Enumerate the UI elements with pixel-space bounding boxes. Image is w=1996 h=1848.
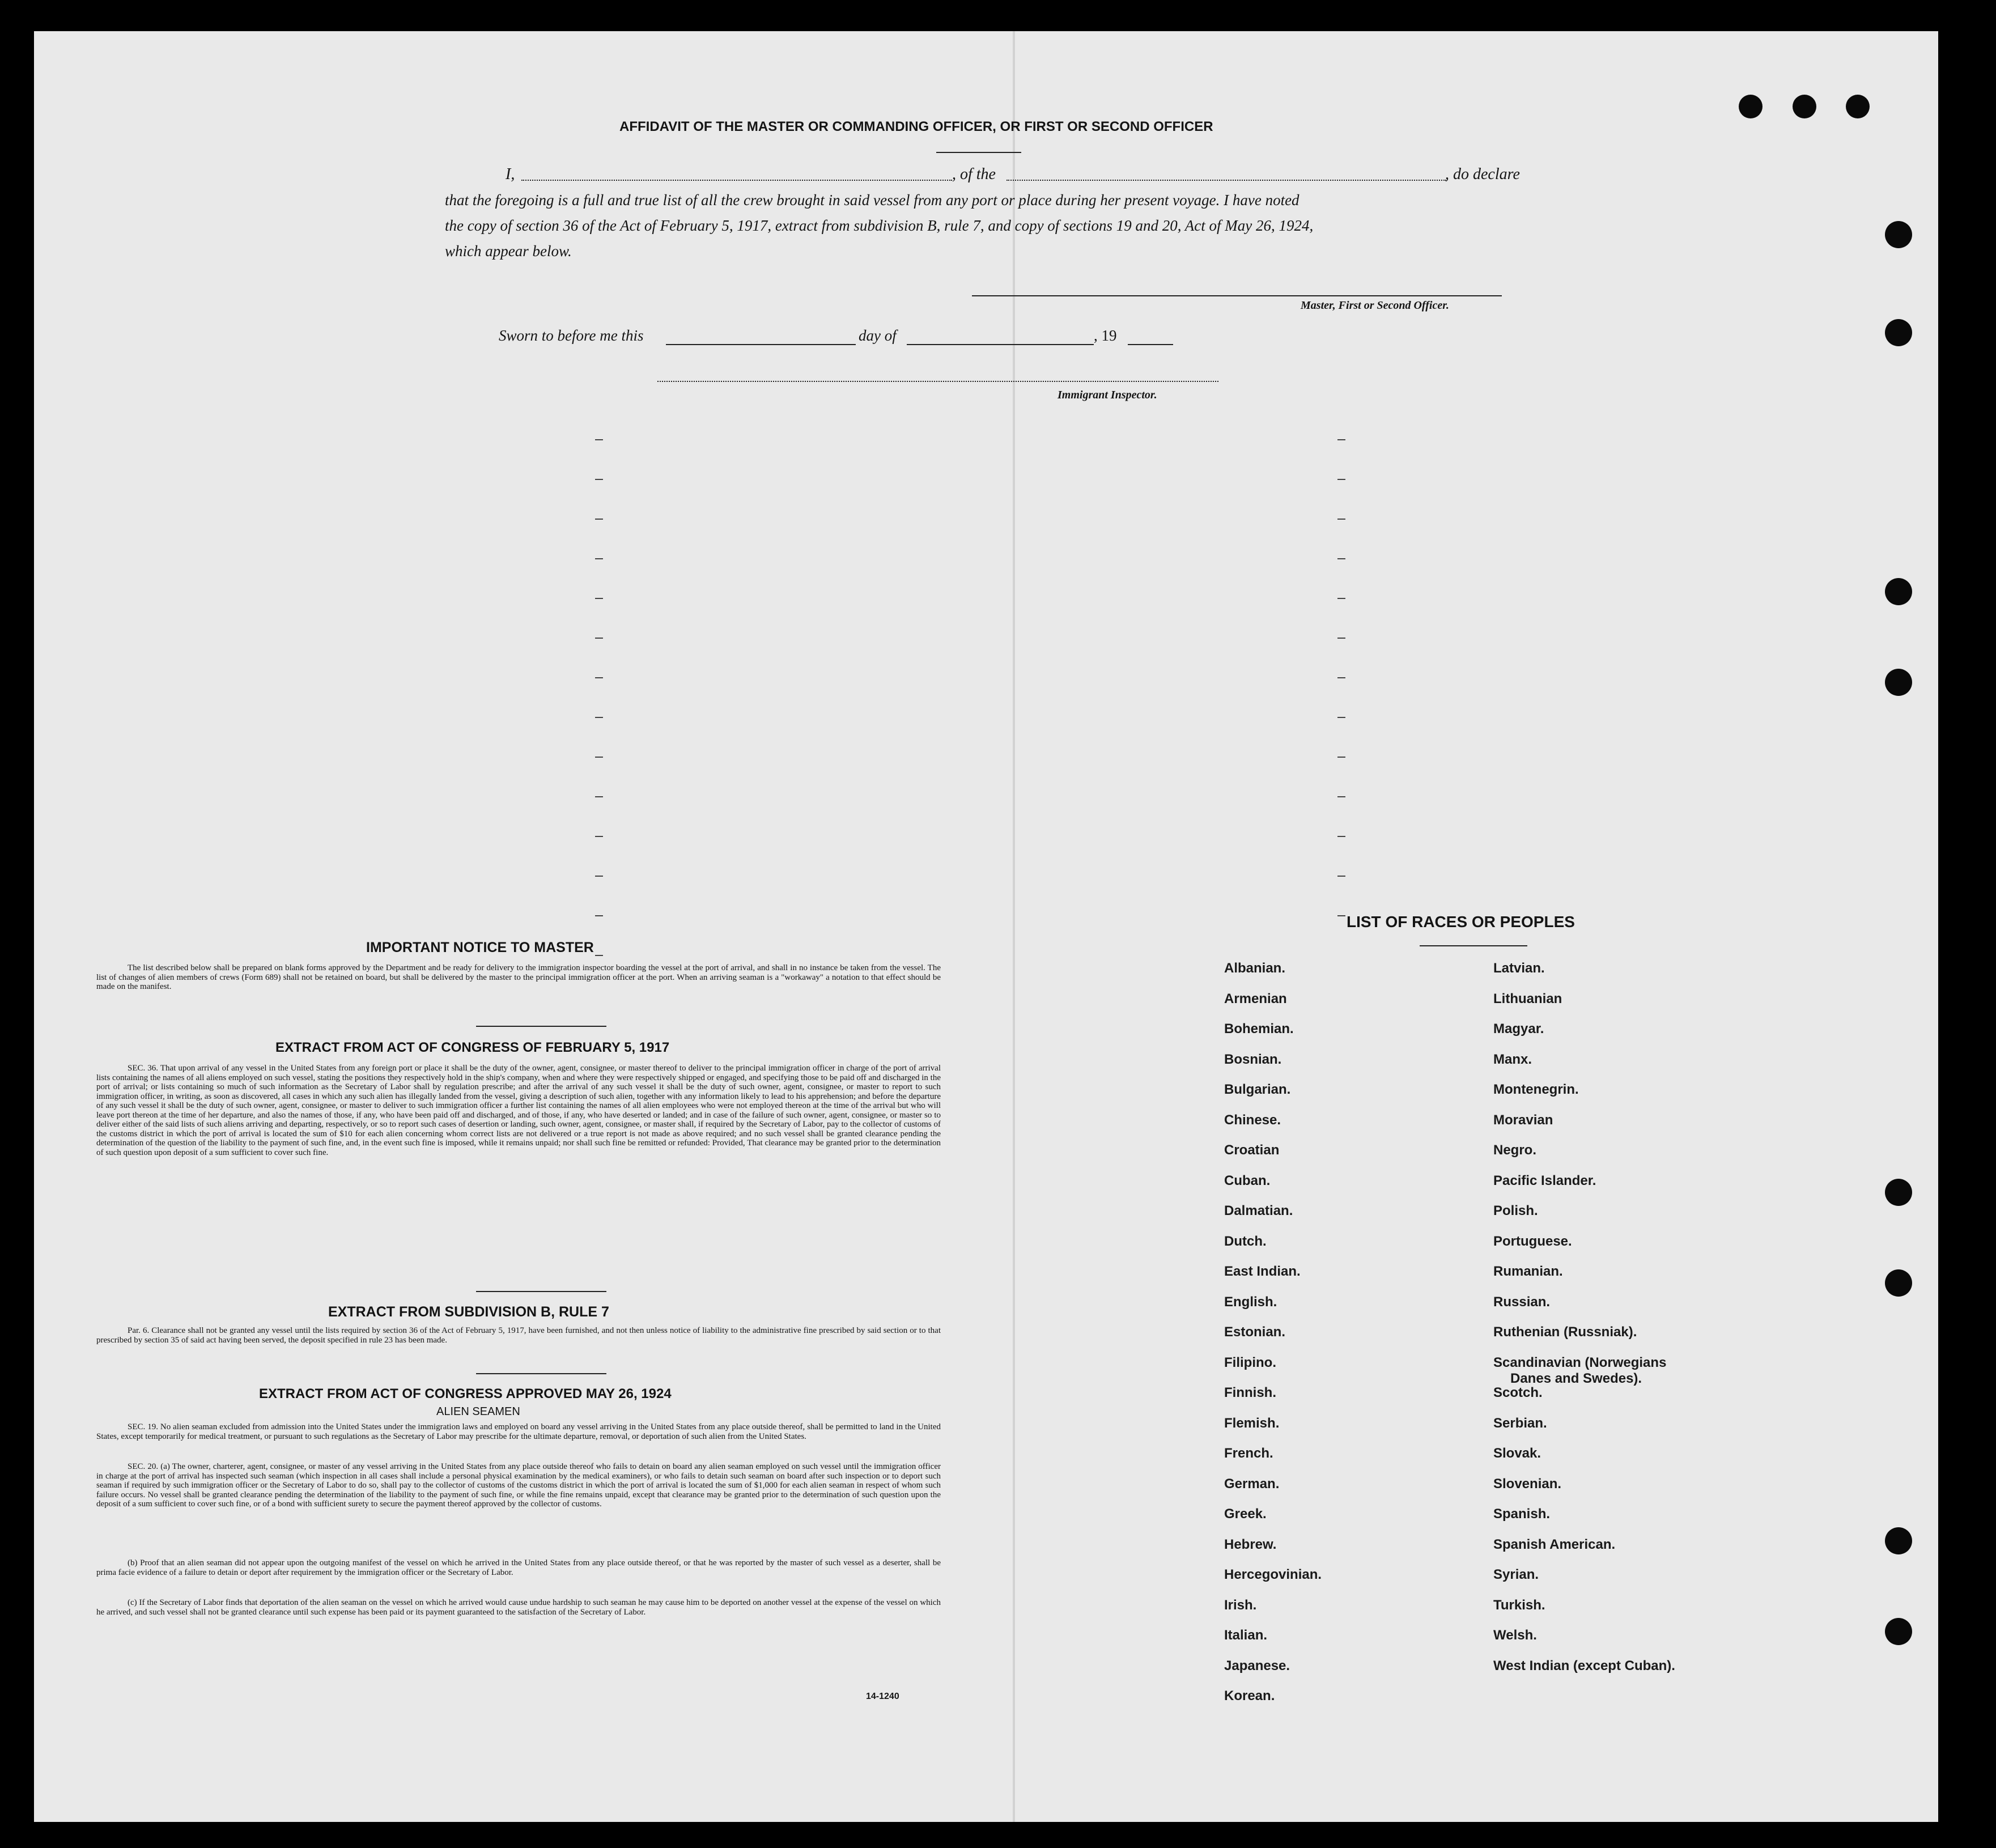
section-divider [476, 1291, 606, 1292]
race-item: Spanish American. [1493, 1536, 1616, 1552]
margin-tick [595, 439, 603, 440]
race-item: Slovenian. [1493, 1476, 1562, 1492]
day-of-text: day of [859, 327, 897, 344]
margin-tick [1337, 876, 1345, 877]
race-item: Albanian. [1224, 961, 1286, 976]
margin-tick [1337, 598, 1345, 599]
extract-1924-title: EXTRACT FROM ACT OF CONGRESS APPROVED MAY 26, 1924 [259, 1386, 672, 1401]
rule7-title: EXTRACT FROM SUBDIVISION B, RULE 7 [328, 1304, 609, 1320]
extract-1924-subtitle: ALIEN SEAMEN [436, 1405, 520, 1418]
affidavit-body-line2: the copy of section 36 of the Act of February 5, 1917, extract from subdivision B, rule 7, and copy of sections 19 and 20, Act of May 26, 1924, [445, 217, 1314, 234]
binder-hole [1885, 1527, 1912, 1554]
race-item: Scotch. [1493, 1385, 1543, 1400]
binder-hole [1885, 1618, 1912, 1645]
master-caption: Master, First or Second Officer. [1301, 299, 1449, 312]
margin-tick [1337, 519, 1345, 520]
declarant-prefix: I, [506, 165, 515, 183]
binder-hole [1846, 95, 1870, 118]
margin-tick [1337, 479, 1345, 480]
margin-tick [595, 638, 603, 639]
race-item: Ruthenian (Russniak). [1493, 1324, 1637, 1340]
race-item: Chinese. [1224, 1112, 1281, 1128]
race-item: Croatian [1224, 1142, 1280, 1158]
race-item: Syrian. [1493, 1567, 1539, 1582]
binder-hole [1885, 669, 1912, 696]
race-item: Estonian. [1224, 1324, 1286, 1340]
race-item: Slovak. [1493, 1446, 1541, 1461]
margin-tick [595, 479, 603, 480]
binder-hole [1793, 95, 1816, 118]
binder-hole [1885, 578, 1912, 605]
margin-tick [1337, 796, 1345, 797]
margin-tick [1337, 558, 1345, 559]
vessel-prefix: , of the [952, 165, 996, 183]
race-item: Danes and Swedes). [1510, 1370, 1642, 1386]
race-item: Polish. [1493, 1203, 1538, 1218]
race-item: Dalmatian. [1224, 1203, 1293, 1218]
margin-tick [595, 757, 603, 758]
races-title: LIST OF RACES OR PEOPLES [1347, 913, 1575, 931]
binder-hole [1885, 1269, 1912, 1297]
margin-tick [595, 519, 603, 520]
affidavit-title: AFFIDAVIT OF THE MASTER OR COMMANDING OFFICER, OR FIRST OR SECOND OFFICER [619, 119, 1213, 134]
race-item: Welsh. [1493, 1628, 1537, 1643]
race-item: Spanish. [1493, 1506, 1551, 1522]
margin-tick [595, 796, 603, 797]
race-item: Serbian. [1493, 1415, 1547, 1431]
notice-title: IMPORTANT NOTICE TO MASTER [366, 940, 594, 955]
race-item: Pacific Islander. [1493, 1172, 1596, 1188]
race-item: Turkish. [1493, 1597, 1545, 1613]
sworn-text: Sworn to before me this [499, 327, 644, 344]
margin-tick [595, 717, 603, 718]
race-item: Irish. [1224, 1597, 1257, 1613]
race-item: Dutch. [1224, 1233, 1267, 1249]
binder-hole [1885, 221, 1912, 248]
margin-tick [595, 677, 603, 678]
race-item: Filipino. [1224, 1354, 1276, 1370]
year-prefix: , 19 [1094, 327, 1117, 344]
vessel-name-field[interactable] [1007, 180, 1446, 181]
binder-hole [1885, 319, 1912, 346]
race-item: West Indian (except Cuban). [1493, 1658, 1675, 1673]
race-item: Manx. [1493, 1051, 1532, 1067]
race-item: Flemish. [1224, 1415, 1280, 1431]
declare-text: , do declare [1445, 165, 1520, 183]
margin-tick [595, 598, 603, 599]
margin-tick [595, 876, 603, 877]
race-item: French. [1224, 1446, 1273, 1461]
margin-tick [1337, 915, 1345, 916]
margin-tick [1337, 836, 1345, 837]
inspector-signature-line[interactable] [657, 381, 1218, 382]
race-item: Cuban. [1224, 1172, 1271, 1188]
race-item: Korean. [1224, 1688, 1275, 1703]
affidavit-body-line3: which appear below. [445, 243, 572, 260]
sworn-date-field[interactable] [666, 344, 856, 345]
race-item: Scandinavian (Norwegians [1493, 1354, 1667, 1370]
extract-1917-text: SEC. 36. That upon arrival of any vessel in the United States from any foreign port or place it shall be the duty of the owner, agent, consignee, or master thereof to deliver to the principal immigration officer in charge of the port of arrival lists containing the names of all aliens employed on such vessel, stating the positions they respectively hold in the ship's company, when and where they were respectively shipped or engaged, and specifying those to be paid off and discharged in the port of arrival; or lists containing so much of such information as the Secretary of Labor shall by regulation prescribe; and after the arrival of any such vessel it shall be the duty of such owner, agent, consignee, or master to report to such immigration officer, in writing, as soon as discovered, all cases in which any such alien has illegally landed from the vessel, giving a description of such alien, together with any information likely to lead to his apprehension; and before the departure of any such vessel it shall be the duty of such owner, agent, consignee, or master to deliver to such immigration officer a further list containing the names of all alien employees who were not employed thereon at the time of the arrival but who will leave port thereon at the time of her departure, and also the names of those, if any, who have been paid off and discharged, and of those, if any, who have deserted or landed; and in case of the failure of such owner, agent, consignee, or master so to deliver either of the said lists of such aliens arriving and departing, respectively, or so to report such cases of desertion or landing, such owner, agent, consignee, or master shall, if required by the Secretary of Labor, pay to the collector of customs of the customs district in which the port of arrival is located the sum of $10 for each alien concerning whom correct lists are not delivered or a true report is not made as above required; and no such vessel shall be granted clearance pending the determination of the question of the liability to the payment of such fine, and, in the event such fine is imposed, while it remains unpaid; nor shall such fine be remitted or refunded: Provided, That clearance may be granted prior to the determination of such question upon deposit of a sum sufficient to cover such fine. [96, 1064, 941, 1157]
race-item: Negro. [1493, 1142, 1537, 1158]
form-number: 14-1240 [866, 1692, 899, 1701]
race-item: Russian. [1493, 1294, 1551, 1310]
sec19-text: SEC. 19. No alien seaman excluded from admission into the United States under the immigration laws and employed on board any vessel arriving in the United States from any place outside thereof, shall be permitted to land in the United States, except temporarily for medical treatment, or pursuant to such regulations as the Secretary of Labor may prescribe for the ultimate departure, removal, or deportation of such alien from the United States. [96, 1422, 941, 1441]
margin-tick [595, 558, 603, 559]
extract-1917-title: EXTRACT FROM ACT OF CONGRESS OF FEBRUARY 5, 1917 [275, 1040, 670, 1055]
year-field[interactable] [1128, 344, 1173, 345]
rule7-text: Par. 6. Clearance shall not be granted any vessel until the lists required by section 36 of the Act of February 5, 1917, have been furnished, and not then unless notice of liability to the administrative fine prescribed by said section or to that prescribed by section 35 of said act having been served, the deposit specified in rule 23 has been made. [96, 1326, 941, 1345]
race-item: Bohemian. [1224, 1021, 1294, 1036]
sec20b-text: (b) Proof that an alien seaman did not appear upon the outgoing manifest of the vessel on which he arrived in the United States from any place outside thereof, or that he was reported by the master of such vessel as a deserter, shall be prima facie evidence of a failure to detain or deport after requirement by the immigration officer or the Secretary of Labor. [96, 1558, 941, 1577]
race-item: Lithuanian [1493, 991, 1562, 1006]
binder-hole [1739, 95, 1763, 118]
margin-tick [1337, 439, 1345, 440]
section-divider [476, 1373, 606, 1374]
race-item: Bulgarian. [1224, 1082, 1291, 1097]
race-item: Magyar. [1493, 1021, 1544, 1036]
sec20a-text: SEC. 20. (a) The owner, charterer, agent, consignee, or master of any vessel arriving in the United States from any place outside thereof who fails to detain on board any alien seaman employed on such vessel until the immigration officer in charge at the port of arrival has inspected such seaman (which inspection in all cases shall include a personal physical examination by the medical examiners), or who fails to detain such seaman on board after such inspection or to deport such seaman if required by such immigration officer or the Secretary of Labor to do so, shall pay to the collector of customs of the customs district in which the port of arrival is located the sum of $1,000 for each alien seaman in respect of whom such failure occurs. No vessel shall be granted clearance pending the determination of the liability to the payment of such fine, or while the fine remains unpaid, except that clearance may be granted prior to the determination of such question upon the deposit of a sum sufficient to cover such fine, or of a bond with sufficient surety to secure the payment thereof approved by the collector of customs. [96, 1462, 941, 1509]
race-item: Finnish. [1224, 1385, 1276, 1400]
race-item: Italian. [1224, 1628, 1268, 1643]
race-item: Bosnian. [1224, 1051, 1282, 1067]
inspector-caption: Immigrant Inspector. [1058, 389, 1157, 401]
declarant-name-field[interactable] [521, 180, 952, 181]
race-item: Hercegovinian. [1224, 1567, 1322, 1582]
race-item: Greek. [1224, 1506, 1267, 1522]
races-title-underline [1420, 945, 1527, 946]
race-item: English. [1224, 1294, 1277, 1310]
binder-hole [1885, 1179, 1912, 1206]
race-item: Armenian [1224, 991, 1287, 1006]
race-item: Latvian. [1493, 961, 1545, 976]
margin-tick [1337, 717, 1345, 718]
margin-tick [595, 836, 603, 837]
race-item: Rumanian. [1493, 1264, 1563, 1279]
race-item: Moravian [1493, 1112, 1553, 1128]
notice-text: The list described below shall be prepared on blank forms approved by the Department and be ready for delivery to the immigration inspector boarding the vessel at the port of arrival, and shall in no instance be taken from the vessel. The list of changes of alien members of crews (Form 689) shall not be retained on board, but shall be delivered by the master to the principal immigration officer at the port. When an arriving seaman is a "workaway" a notation to that effect should be made on the manifest. [96, 963, 941, 991]
margin-tick [1337, 757, 1345, 758]
margin-tick [595, 915, 603, 916]
margin-tick [1337, 638, 1345, 639]
race-item: Portuguese. [1493, 1233, 1572, 1249]
race-item: German. [1224, 1476, 1280, 1492]
document-sheet [34, 31, 1938, 1822]
center-fold [1013, 31, 1015, 1822]
master-signature-line[interactable] [972, 295, 1502, 296]
race-item: Hebrew. [1224, 1536, 1277, 1552]
sec20c-text: (c) If the Secretary of Labor finds that deportation of the alien seaman on the vessel on which he arrived would cause undue hardship to such seaman he may cause him to be deported on another vessel at the expense of the vessel on which he arrived, and such vessel shall not be granted clearance until such expense has been paid or its payment guaranteed to the satisfaction of the Secretary of Labor. [96, 1598, 941, 1617]
margin-tick [1337, 677, 1345, 678]
margin-tick [595, 955, 603, 956]
race-item: East Indian. [1224, 1264, 1301, 1279]
race-item: Japanese. [1224, 1658, 1290, 1673]
affidavit-body-line1: that the foregoing is a full and true list of all the crew brought in said vessel from any port or place during her present voyage. I have noted [445, 192, 1299, 209]
race-item: Montenegrin. [1493, 1082, 1579, 1097]
title-underline [936, 152, 1021, 153]
month-field[interactable] [907, 344, 1094, 345]
section-divider [476, 1026, 606, 1027]
